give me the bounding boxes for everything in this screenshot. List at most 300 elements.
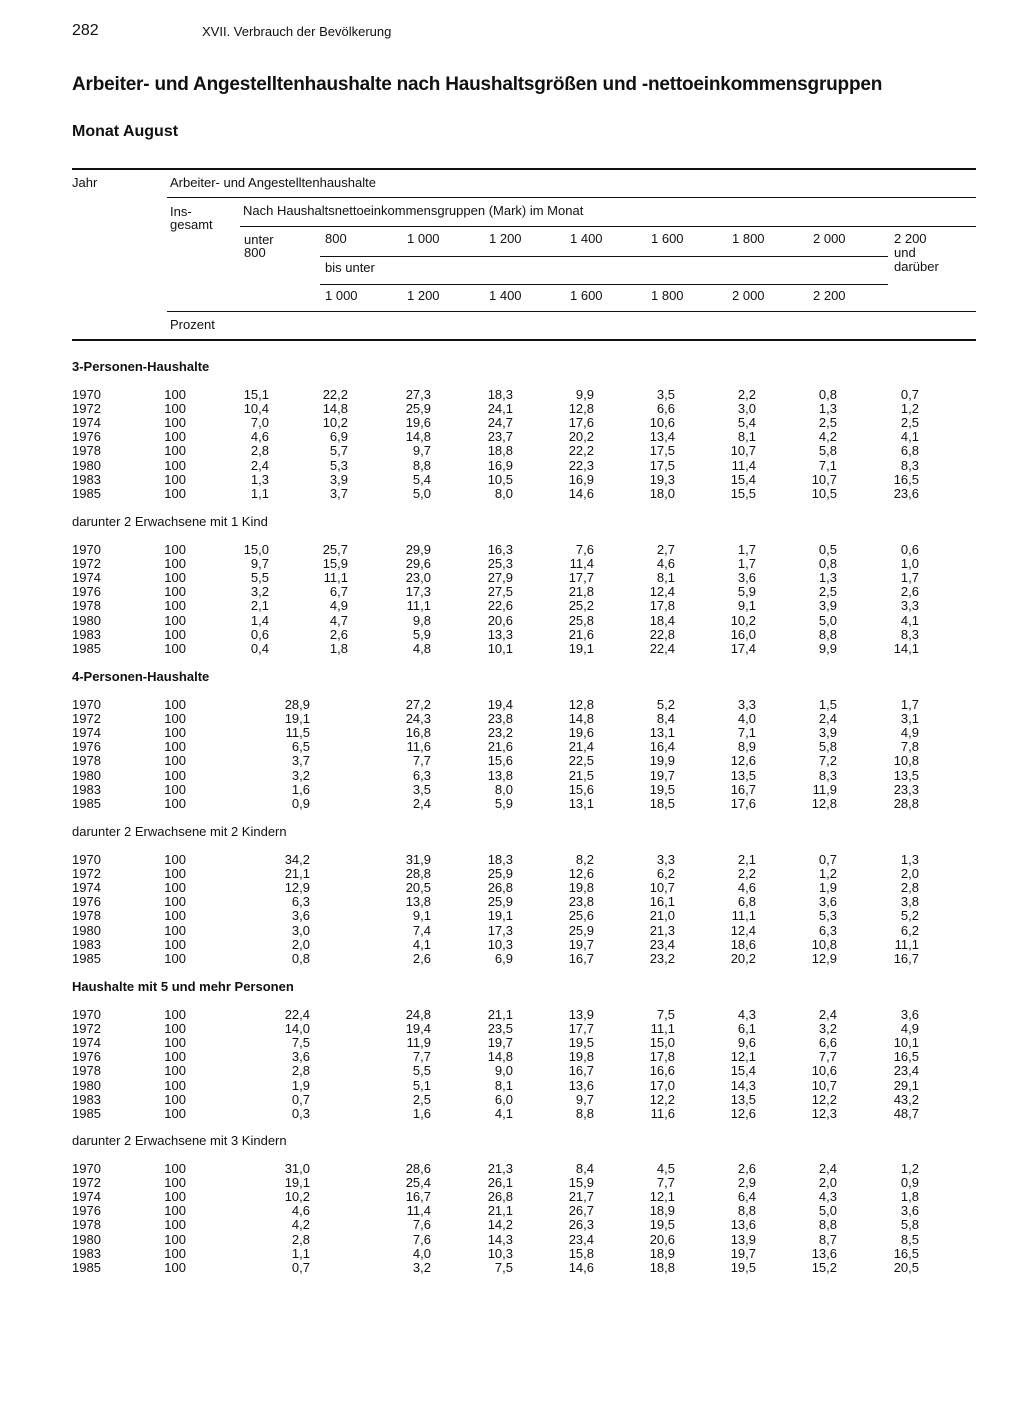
percent-cell: 19,4 (487, 697, 513, 712)
unit-label: Prozent (170, 317, 215, 332)
percent-cell: 0,6 (250, 626, 269, 642)
percent-cell: 6,3 (818, 922, 837, 938)
percent-cell: 1,7 (737, 556, 756, 572)
total-cell: 100 (164, 387, 186, 402)
year-cell: 1972 (72, 1021, 101, 1037)
total-cell: 100 (164, 795, 186, 811)
percent-cell: 6,1 (737, 1021, 756, 1037)
total-cell: 100 (164, 739, 186, 755)
percent-cell: 16,9 (487, 457, 513, 473)
percent-cell: 15,4 (730, 1063, 756, 1079)
percent-cell: 16,9 (568, 471, 594, 487)
percent-cell: 3,8 (900, 894, 919, 910)
under-800-header-line1: unter (244, 232, 274, 247)
percent-cell: 1,8 (329, 640, 348, 656)
percent-cell: 22,2 (322, 387, 348, 402)
percent-cell: 19,1 (568, 640, 594, 656)
percent-cell: 23,6 (893, 485, 919, 501)
section-title: Haushalte mit 5 und mehr Personen (72, 979, 294, 994)
percent-cell: 25,9 (568, 922, 594, 938)
percent-cell: 3,9 (818, 725, 837, 741)
percent-cell: 4,9 (900, 725, 919, 741)
percent-cell: 14,8 (405, 429, 431, 445)
percent-cell: 14,6 (568, 485, 594, 501)
percent-cell: 7,7 (412, 753, 431, 769)
percent-cell: 8,0 (494, 781, 513, 797)
percent-cell: 12,6 (730, 753, 756, 769)
year-cell: 1972 (72, 866, 101, 882)
percent-cell: 27,2 (405, 697, 431, 712)
percent-cell: 15,4 (730, 471, 756, 487)
percent-cell: 8,3 (900, 457, 919, 473)
table-row (0, 388, 1024, 402)
total-cell: 100 (164, 1035, 186, 1051)
percent-cell: 17,3 (405, 584, 431, 600)
year-cell: 1985 (72, 485, 101, 501)
table-row (0, 1079, 1024, 1093)
percent-cell: 17,8 (649, 1049, 675, 1065)
percent-cell: 8,4 (575, 1161, 594, 1176)
percent-cell: 6,3 (412, 767, 431, 783)
year-cell: 1985 (72, 1105, 101, 1121)
year-cell: 1980 (72, 1077, 101, 1093)
percent-cell: 29,6 (405, 556, 431, 572)
percent-cell: 7,7 (818, 1049, 837, 1065)
percent-cell: 1,0 (900, 556, 919, 572)
year-cell: 1980 (72, 1231, 101, 1247)
percent-cell: 2,5 (900, 415, 919, 431)
percent-cell: 11,5 (285, 725, 310, 741)
year-cell: 1985 (72, 795, 101, 811)
percent-cell: 18,3 (487, 852, 513, 867)
percent-cell: 4,6 (291, 1203, 310, 1219)
percent-cell: 15,6 (487, 753, 513, 769)
percent-cell: 0,7 (291, 1091, 310, 1107)
header-rule (320, 256, 888, 257)
percent-cell: 0,9 (291, 795, 310, 811)
year-cell: 1974 (72, 1035, 101, 1051)
income-to-header: 1 600 (570, 288, 603, 303)
percent-cell: 15,9 (322, 556, 348, 572)
table-row (0, 895, 1024, 909)
percent-cell: 8,8 (737, 1203, 756, 1219)
percent-cell: 19,1 (487, 908, 513, 924)
percent-cell: 12,2 (649, 1091, 675, 1107)
year-cell: 1985 (72, 640, 101, 656)
percent-cell: 9,7 (412, 443, 431, 459)
percent-cell: 16,0 (730, 626, 756, 642)
percent-cell: 0,8 (291, 950, 310, 966)
percent-cell: 17,5 (649, 457, 675, 473)
percent-cell: 5,3 (329, 457, 348, 473)
percent-cell: 27,3 (405, 387, 431, 402)
percent-cell: 4,1 (900, 612, 919, 628)
percent-cell: 1,9 (818, 880, 837, 896)
table-row (0, 754, 1024, 768)
percent-cell: 21,1 (487, 1203, 513, 1219)
year-cell: 1970 (72, 1007, 101, 1022)
percent-cell: 12,9 (811, 950, 837, 966)
percent-cell: 10,2 (730, 612, 756, 628)
percent-cell: 15,5 (730, 485, 756, 501)
year-cell: 1970 (72, 387, 101, 402)
percent-cell: 23,0 (405, 570, 431, 586)
percent-cell: 5,9 (412, 626, 431, 642)
table-row (0, 867, 1024, 881)
percent-cell: 13,3 (487, 626, 513, 642)
percent-cell: 20,2 (568, 429, 594, 445)
percent-cell: 25,7 (322, 542, 348, 557)
table-row (0, 1064, 1024, 1078)
header-bottom-rule (72, 339, 976, 341)
percent-cell: 21,7 (568, 1189, 594, 1205)
income-from-header: 1 800 (732, 231, 765, 246)
percent-cell: 7,4 (412, 922, 431, 938)
percent-cell: 3,3 (900, 598, 919, 614)
year-cell: 1985 (72, 1259, 101, 1275)
percent-cell: 7,6 (412, 1217, 431, 1233)
percent-cell: 8,7 (818, 1231, 837, 1247)
total-cell: 100 (164, 415, 186, 431)
table-row (0, 599, 1024, 613)
percent-cell: 8,3 (818, 767, 837, 783)
percent-cell: 1,1 (250, 485, 269, 501)
percent-cell: 11,1 (731, 908, 756, 924)
percent-cell: 13,5 (893, 767, 919, 783)
percent-cell: 2,0 (818, 1175, 837, 1191)
percent-cell: 16,6 (649, 1063, 675, 1079)
percent-cell: 4,6 (737, 880, 756, 896)
percent-cell: 13,6 (730, 1217, 756, 1233)
percent-cell: 8,8 (818, 626, 837, 642)
percent-cell: 21,4 (568, 739, 594, 755)
year-cell: 1970 (72, 852, 101, 867)
percent-cell: 25,4 (405, 1175, 431, 1191)
percent-cell: 21,3 (487, 1161, 513, 1176)
percent-cell: 0,8 (818, 556, 837, 572)
percent-cell: 17,3 (487, 922, 513, 938)
percent-cell: 17,8 (649, 598, 675, 614)
total-cell: 100 (164, 542, 186, 557)
percent-cell: 6,0 (494, 1091, 513, 1107)
percent-cell: 14,0 (284, 1021, 310, 1037)
table-row (0, 740, 1024, 754)
percent-cell: 9,7 (575, 1091, 594, 1107)
percent-cell: 21,6 (487, 739, 513, 755)
percent-cell: 12,4 (649, 584, 675, 600)
percent-cell: 16,7 (568, 950, 594, 966)
total-cell: 100 (164, 1105, 186, 1121)
darueber-header: darüber (894, 259, 939, 274)
income-to-header: 2 000 (732, 288, 765, 303)
percent-cell: 15,8 (568, 1245, 594, 1261)
table-row (0, 712, 1024, 726)
table-row (0, 1050, 1024, 1064)
percent-cell: 0,5 (818, 542, 837, 557)
percent-cell: 3,0 (291, 922, 310, 938)
percent-cell: 14,8 (568, 711, 594, 727)
percent-cell: 4,2 (818, 429, 837, 445)
percent-cell: 1,8 (900, 1189, 919, 1205)
percent-cell: 4,1 (412, 936, 431, 952)
percent-cell: 7,0 (250, 415, 269, 431)
year-cell: 1972 (72, 401, 101, 417)
percent-cell: 2,0 (291, 936, 310, 952)
percent-cell: 5,8 (900, 1217, 919, 1233)
income-to-header: 1 000 (325, 288, 358, 303)
year-cell: 1976 (72, 1049, 101, 1065)
table-row (0, 1218, 1024, 1232)
percent-cell: 11,9 (406, 1035, 431, 1051)
percent-cell: 18,9 (649, 1203, 675, 1219)
percent-cell: 14,2 (487, 1217, 513, 1233)
percent-cell: 12,6 (730, 1105, 756, 1121)
percent-cell: 7,8 (900, 739, 919, 755)
table-row (0, 430, 1024, 444)
percent-cell: 16,7 (568, 1063, 594, 1079)
percent-cell: 5,8 (818, 443, 837, 459)
total-cell: 100 (164, 598, 186, 614)
percent-cell: 17,6 (730, 795, 756, 811)
table-row (0, 1093, 1024, 1107)
percent-cell: 17,5 (649, 443, 675, 459)
percent-cell: 13,8 (405, 894, 431, 910)
percent-cell: 8,3 (900, 626, 919, 642)
percent-cell: 7,2 (818, 753, 837, 769)
table-subtitle: Monat August (72, 123, 179, 140)
percent-cell: 10,6 (649, 415, 675, 431)
percent-cell: 18,6 (730, 936, 756, 952)
percent-cell: 19,5 (649, 781, 675, 797)
percent-cell: 18,0 (649, 485, 675, 501)
table-row (0, 459, 1024, 473)
percent-cell: 26,3 (568, 1217, 594, 1233)
percent-cell: 4,6 (250, 429, 269, 445)
percent-cell: 5,5 (412, 1063, 431, 1079)
total-cell: 100 (164, 697, 186, 712)
percent-cell: 13,6 (811, 1245, 837, 1261)
percent-cell: 11,1 (406, 598, 431, 614)
percent-cell: 25,2 (568, 598, 594, 614)
percent-cell: 8,5 (900, 1231, 919, 1247)
percent-cell: 11,4 (569, 556, 594, 572)
percent-cell: 34,2 (284, 852, 310, 867)
table-row (0, 909, 1024, 923)
percent-cell: 18,9 (649, 1245, 675, 1261)
total-cell: 100 (164, 1021, 186, 1037)
percent-cell: 2,6 (412, 950, 431, 966)
percent-cell: 4,5 (656, 1161, 675, 1176)
und-header: und (894, 245, 916, 260)
percent-cell: 22,6 (487, 598, 513, 614)
percent-cell: 6,7 (329, 584, 348, 600)
percent-cell: 11,1 (650, 1021, 675, 1037)
percent-cell: 6,9 (329, 429, 348, 445)
percent-cell: 25,3 (487, 556, 513, 572)
percent-cell: 13,5 (730, 767, 756, 783)
percent-cell: 23,2 (649, 950, 675, 966)
percent-cell: 1,7 (900, 570, 919, 586)
percent-cell: 28,8 (405, 866, 431, 882)
total-cell: 100 (164, 457, 186, 473)
percent-cell: 12,3 (811, 1105, 837, 1121)
percent-cell: 27,5 (487, 584, 513, 600)
percent-cell: 9,8 (412, 612, 431, 628)
percent-cell: 2,8 (291, 1231, 310, 1247)
percent-cell: 18,4 (649, 612, 675, 628)
percent-cell: 1,6 (291, 781, 310, 797)
percent-cell: 24,8 (405, 1007, 431, 1022)
percent-cell: 6,3 (291, 894, 310, 910)
income-to-header: 1 800 (651, 288, 684, 303)
percent-cell: 15,9 (568, 1175, 594, 1191)
percent-cell: 15,0 (649, 1035, 675, 1051)
percent-cell: 2,6 (900, 584, 919, 600)
percent-cell: 29,9 (405, 542, 431, 557)
income-to-header: 1 400 (489, 288, 522, 303)
percent-cell: 2,6 (737, 1161, 756, 1176)
percent-cell: 0,7 (818, 852, 837, 867)
year-cell: 1983 (72, 626, 101, 642)
percent-cell: 1,1 (291, 1245, 310, 1261)
percent-cell: 8,9 (737, 739, 756, 755)
percent-cell: 0,4 (250, 640, 269, 656)
percent-cell: 19,6 (568, 725, 594, 741)
percent-cell: 8,1 (737, 429, 756, 445)
percent-cell: 5,9 (737, 584, 756, 600)
percent-cell: 5,4 (412, 471, 431, 487)
table-row (0, 571, 1024, 585)
percent-cell: 4,0 (737, 711, 756, 727)
header-rule (167, 311, 976, 312)
percent-cell: 3,6 (291, 1049, 310, 1065)
total-cell: 100 (164, 753, 186, 769)
total-cell: 100 (164, 429, 186, 445)
total-cell: 100 (164, 1245, 186, 1261)
total-cell: 100 (164, 1063, 186, 1079)
table-row (0, 1190, 1024, 1204)
table-row (0, 952, 1024, 966)
table-row (0, 614, 1024, 628)
table-row (0, 853, 1024, 867)
table-row (0, 698, 1024, 712)
percent-cell: 9,7 (250, 556, 269, 572)
year-cell: 1970 (72, 1161, 101, 1176)
percent-cell: 12,2 (811, 1091, 837, 1107)
percent-cell: 5,0 (818, 612, 837, 628)
percent-cell: 16,7 (405, 1189, 431, 1205)
percent-cell: 5,0 (818, 1203, 837, 1219)
percent-cell: 15,0 (243, 542, 269, 557)
table-row (0, 1247, 1024, 1261)
percent-cell: 6,6 (818, 1035, 837, 1051)
percent-cell: 5,7 (329, 443, 348, 459)
percent-cell: 11,1 (323, 570, 348, 586)
percent-cell: 10,3 (487, 936, 513, 952)
total-cell: 100 (164, 922, 186, 938)
percent-cell: 2,4 (412, 795, 431, 811)
percent-cell: 10,5 (487, 471, 513, 487)
percent-cell: 25,9 (405, 401, 431, 417)
percent-cell: 2,4 (818, 711, 837, 727)
percent-cell: 21,1 (487, 1007, 513, 1022)
percent-cell: 22,4 (284, 1007, 310, 1022)
percent-cell: 17,4 (730, 640, 756, 656)
table-row (0, 938, 1024, 952)
percent-cell: 2,5 (818, 584, 837, 600)
table-row (0, 797, 1024, 811)
percent-cell: 2,8 (900, 880, 919, 896)
income-from-header: 1 000 (407, 231, 440, 246)
percent-cell: 12,8 (811, 795, 837, 811)
percent-cell: 18,8 (487, 443, 513, 459)
table-row (0, 1107, 1024, 1121)
percent-cell: 21,6 (568, 626, 594, 642)
percent-cell: 12,1 (649, 1189, 675, 1205)
percent-cell: 26,1 (487, 1175, 513, 1191)
percent-cell: 4,9 (900, 1021, 919, 1037)
top-rule (72, 168, 976, 170)
percent-cell: 1,2 (900, 401, 919, 417)
percent-cell: 8,4 (656, 711, 675, 727)
header-rule (240, 226, 976, 227)
total-cell: 100 (164, 1161, 186, 1176)
income-groups-header: Nach Haushaltsnettoeinkommensgruppen (Mark) im Monat (243, 203, 584, 218)
percent-cell: 20,5 (893, 1259, 919, 1275)
percent-cell: 19,6 (405, 415, 431, 431)
table-row (0, 783, 1024, 797)
percent-cell: 5,3 (818, 908, 837, 924)
percent-cell: 23,4 (568, 1231, 594, 1247)
percent-cell: 10,1 (893, 1035, 919, 1051)
percent-cell: 5,0 (412, 485, 431, 501)
percent-cell: 3,0 (737, 401, 756, 417)
year-cell: 1980 (72, 922, 101, 938)
percent-cell: 13,4 (649, 429, 675, 445)
total-header-line1: Ins- (170, 204, 192, 219)
percent-cell: 7,1 (818, 457, 837, 473)
percent-cell: 10,2 (322, 415, 348, 431)
percent-cell: 43,2 (893, 1091, 919, 1107)
table-row (0, 628, 1024, 642)
percent-cell: 4,1 (494, 1105, 513, 1121)
percent-cell: 3,9 (818, 598, 837, 614)
percent-cell: 25,6 (568, 908, 594, 924)
table-row (0, 473, 1024, 487)
percent-cell: 7,6 (575, 542, 594, 557)
percent-cell: 1,3 (250, 471, 269, 487)
total-cell: 100 (164, 1231, 186, 1247)
percent-cell: 27,9 (487, 570, 513, 586)
percent-cell: 19,5 (730, 1259, 756, 1275)
percent-cell: 21,0 (649, 908, 675, 924)
percent-cell: 2,0 (900, 866, 919, 882)
percent-cell: 3,5 (412, 781, 431, 797)
percent-cell: 10,7 (649, 880, 675, 896)
percent-cell: 5,5 (250, 570, 269, 586)
percent-cell: 3,9 (329, 471, 348, 487)
percent-cell: 15,1 (243, 387, 269, 402)
table-row (0, 487, 1024, 501)
percent-cell: 23,8 (487, 711, 513, 727)
percent-cell: 10,4 (243, 401, 269, 417)
income-from-header: 1 600 (651, 231, 684, 246)
income-from-header: 2 200 (894, 231, 927, 246)
percent-cell: 7,5 (494, 1259, 513, 1275)
percent-cell: 8,2 (575, 852, 594, 867)
total-cell: 100 (164, 1189, 186, 1205)
percent-cell: 9,0 (494, 1063, 513, 1079)
